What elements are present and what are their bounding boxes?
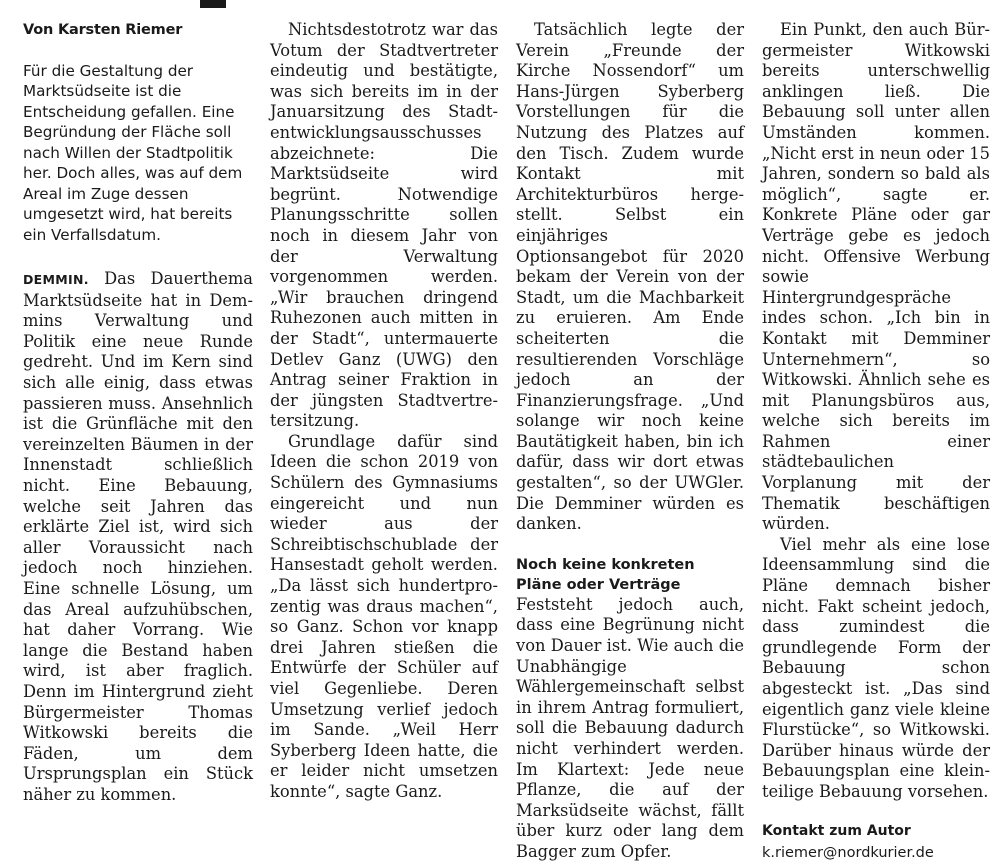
body-paragraph-5: Feststeht jedoch auch, dass eine Begrünung nicht von Dauer ist. Wie auch die Unabhängige Wählergemeinschaft selbst in ihrem Antrag formuliert, soll die Bebauung dadurch nicht verhindert werden. Im Klartext: Jede neue Pflanze, die auf der Marksüdseite wächst, fällt über kurz oder lang dem Bagger zum Opfer.	[516, 594, 744, 861]
article-lead: Für die Gestaltung der Marktsüdseite ist die Entscheidung gefallen. Eine Begründung der Fläche soll nach Willen der Stadtpolitik her. Doch alles, was auf dem Areal im Zuge dessen umgesetzt wird, hat bereits ein Verfallsdatum.	[23, 61, 243, 244]
subheading: Noch keine konkreten Pläne oder Verträge	[516, 556, 695, 593]
body-paragraph-2: Nichtsdestotrotz war das Votum der Stadtvertreter eindeutig und bestätigte, was sich bereits im in der Januarsitzung des Stadtentwicklungsausschusses abzeichnete: Die Marktsüdseite wird begrünt. Notwendige Planungsschritte sollen noch in diesem Jahr von der Verwaltung vorgenommen werden. „Wir brauchen dringend Ruhezonen auch mitten in der Stadt“, untermauerte Detlev Ganz (UWG) den Antrag seiner Fraktion in der jüngsten Stadtvertretersitzung.	[270, 20, 498, 431]
column-1	[23, 0, 253, 806]
dateline: DEMMIN.	[23, 272, 89, 288]
body-paragraph-3: Grundlage dafür sind Ideen die schon 2019 von Schülern des Gymnasiums eingereicht und nun wieder aus der Schreibtischschublade der Hansestadt geholt werden. „Da lässt sich hundertprozentig was draus machen“, so Ganz. Schon vor knapp drei Jahren stießen die Entwürfe der Schüler auf viel Gegenliebe. Deren Umsetzung verlief jedoch im Sande. „Weil Herr Syberberg Ideen hatte, die er leider nicht umsetzen konnte“, sagte Ganz.	[270, 431, 498, 801]
body-paragraph-7: Viel mehr als eine lose Ideensammlung sind die Pläne demnach bisher nicht. Fakt scheint jedoch, dass zumindest die grundlegende Form der Bebauung schon abgesteckt ist. „Das sind eigentlich ganz viele kleine Flurstücke“, so Witkowski. Darüber hinaus würde der Bebauungsplan eine kleinteilige Bebauung vorsehen.	[762, 534, 990, 801]
body-paragraph-4: Tatsächlich legte der Verein „Freunde der Kirche Nossendorf“ um Hans-Jürgen Syberberg Vorstellungen für die Nutzung des Platzes auf den Tisch. Zudem wurde Kontakt mit Architekturbüros hergestellt. Selbst ein einjähriges Optionsangebot für 2020 bekam der Verein von der Stadt, um die Machbarkeit zu eruieren. Am Ende scheiterten die resultierenden Vorschläge jedoch an der Finanzierungsfrage. „Und solange wir noch keine Bautätigkeit haben, bin ich dafür, dass wir dort etwas gestalten“, so der UWGler. Die Demminer würden es danken.	[516, 20, 744, 534]
column-3	[516, 0, 744, 863]
body-paragraph-1	[23, 269, 253, 805]
contact-email[interactable]: k.riemer@nordkurier.de	[762, 845, 934, 862]
body-paragraph-6: Ein Punkt, den auch Bürgermeister Witkowski bereits unterschwellig anklingen ließ. Die Bebauung soll unter allen Umständen kommen. „Nicht erst in neun oder 15 Jahren, sondern so bald als möglich“, sagte er. Konkrete Pläne oder gar Verträge gebe es jedoch nicht. Offensive Werbung sowie Hintergrundgespräche indes schon. „Ich bin in Kontakt mit Demminer Unternehmern“, so Witkowski. Ähnlich sehe es mit Planungsbüros aus, welche sich bereits im Rahmen einer städtebaulichen Vorplanung mit der Thematik beschäftigen würden.	[762, 20, 990, 534]
author-byline: Von Karsten Riemer	[23, 22, 183, 38]
column-4	[762, 0, 990, 864]
body-paragraph-1-text: Das Dauerthema Marktsüdseite hat in Demmins Verwaltung und Politik eine neue Runde gedreht. Und im Kern sind sich alle einig, dass etwas passieren muss. Ansehnlich ist die Grünfläche mit den vereinzelten Bäumen in der Innenstadt schließlich nicht. Eine Bebauung, welche seit Jahren das erklärte Ziel ist, wird sich aller Voraussicht nach jedoch noch hinziehen. Eine schnelle Lösung, um das Areal aufzuhübschen, hat daher Vorrang. Wie lange die Bestand haben wird, ist aber fraglich. Denn im Hintergrund zieht Bürgermeister Thomas Witkowski bereits die Fäden, um dem Ursprungsplan ein Stück näher zu kommen.	[23, 269, 253, 804]
contact-label: Kontakt zum Autor	[762, 822, 911, 839]
column-2	[270, 0, 498, 803]
